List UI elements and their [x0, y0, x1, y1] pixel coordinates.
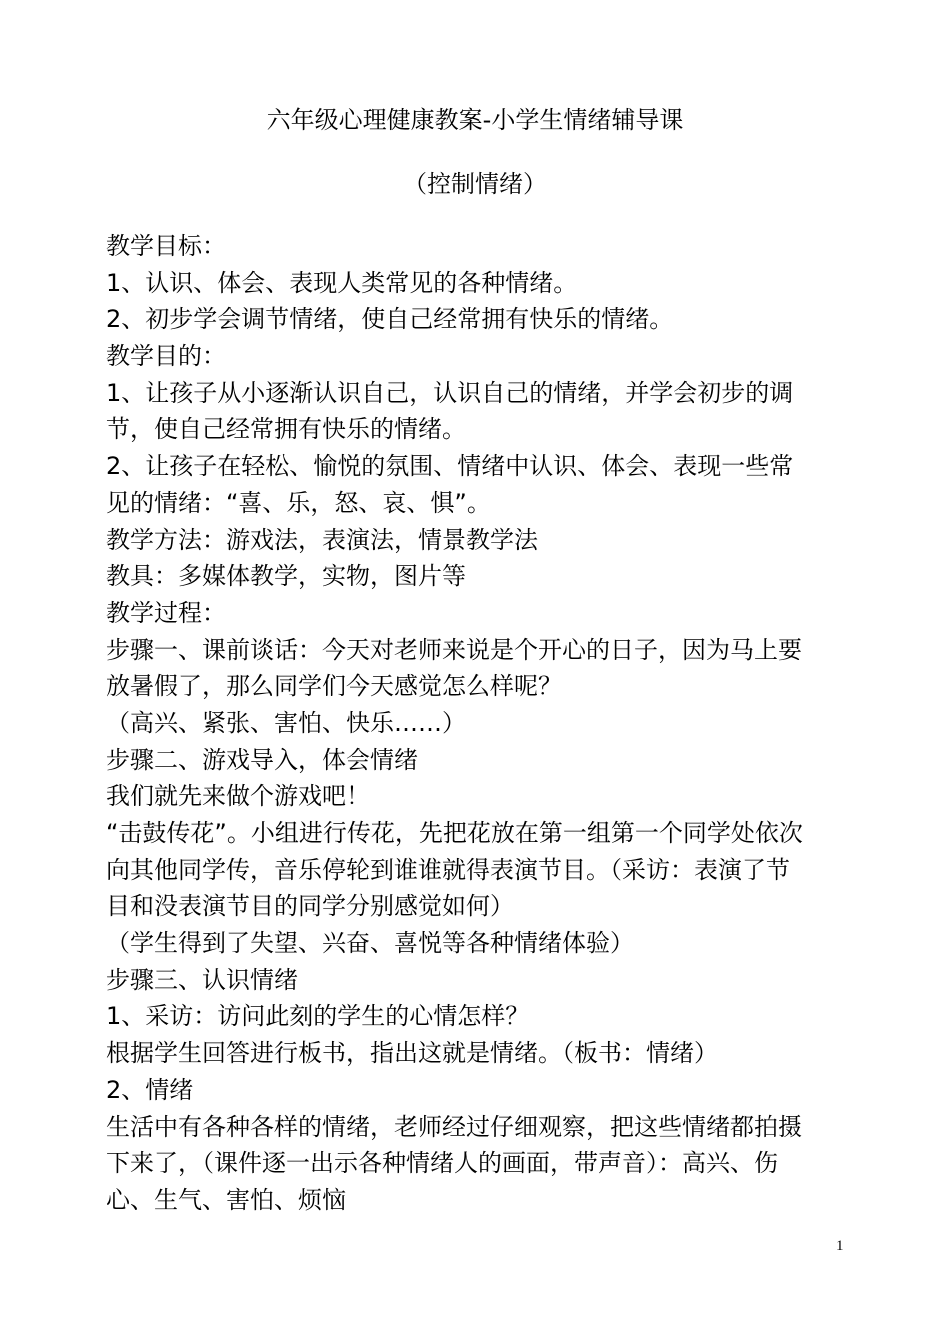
body-line: 放暑假了，那么同学们今天感觉怎么样呢？	[106, 672, 562, 701]
document-body	[106, 228, 848, 1219]
body-line: 生活中有各种各样的情绪，老师经过仔细观察，把这些情绪都拍摄	[106, 1112, 802, 1141]
body-line: 2、让孩子在轻松、愉悦的氛围、情绪中认识、体会、表现一些常	[106, 452, 794, 481]
body-line: “击鼓传花”。小组进行传花，先把花放在第一组第一个同学处依次	[106, 819, 803, 847]
body-line: 1、采访：访问此刻的学生的心情怎样？	[106, 1002, 530, 1031]
body-line: 步骤三、认识情绪	[106, 965, 298, 994]
body-line: 目和没表演节目的同学分别感觉如何）	[106, 892, 514, 921]
body-line: 2、初步学会调节情绪，使自己经常拥有快乐的情绪。	[106, 305, 674, 334]
body-line: （学生得到了失望、兴奋、喜悦等各种情绪体验）	[106, 929, 634, 958]
body-line: 2、情绪	[106, 1075, 194, 1104]
body-line: 教学目标：	[106, 232, 226, 260]
body-line: 1、让孩子从小逐渐认识自己，认识自己的情绪，并学会初步的调	[106, 378, 794, 407]
body-line: 步骤一、课前谈话：今天对老师来说是个开心的日子，因为马上要	[106, 635, 802, 664]
body-line: 下来了，（课件逐一出示各种情绪人的画面，带声音）：高兴、伤	[106, 1149, 778, 1178]
body-line: 步骤二、游戏导入，体会情绪	[106, 745, 418, 774]
body-line: （高兴、紧张、害怕、快乐……）	[106, 708, 466, 737]
body-line: 节，使自己经常拥有快乐的情绪。	[106, 415, 466, 444]
body-line: 向其他同学传，音乐停轮到谁谁就得表演节目。（采访：表演了节	[106, 855, 790, 884]
body-line: 我们就先来做个游戏吧！	[106, 782, 370, 811]
body-line: 见的情绪：“喜、乐，怒、哀、惧”。	[106, 488, 491, 517]
document-subtitle: （控制情绪）	[403, 170, 547, 198]
document-title: 六年级心理健康教案-小学生情绪辅导课	[266, 106, 684, 134]
body-line: 根据学生回答进行板书，指出这就是情绪。（板书：情绪）	[106, 1039, 718, 1068]
body-line: 教学方法：游戏法，表演法，情景教学法	[106, 525, 538, 554]
body-line: 教学目的：	[106, 342, 226, 371]
body-line: 1、认识、体会、表现人类常见的各种情绪。	[106, 268, 578, 297]
body-line: 教具：多媒体教学，实物，图片等	[106, 562, 466, 591]
page-number: 1	[836, 1238, 844, 1254]
body-line: 心、生气、害怕、烦恼	[106, 1185, 346, 1214]
body-line: 教学过程：	[106, 598, 226, 627]
